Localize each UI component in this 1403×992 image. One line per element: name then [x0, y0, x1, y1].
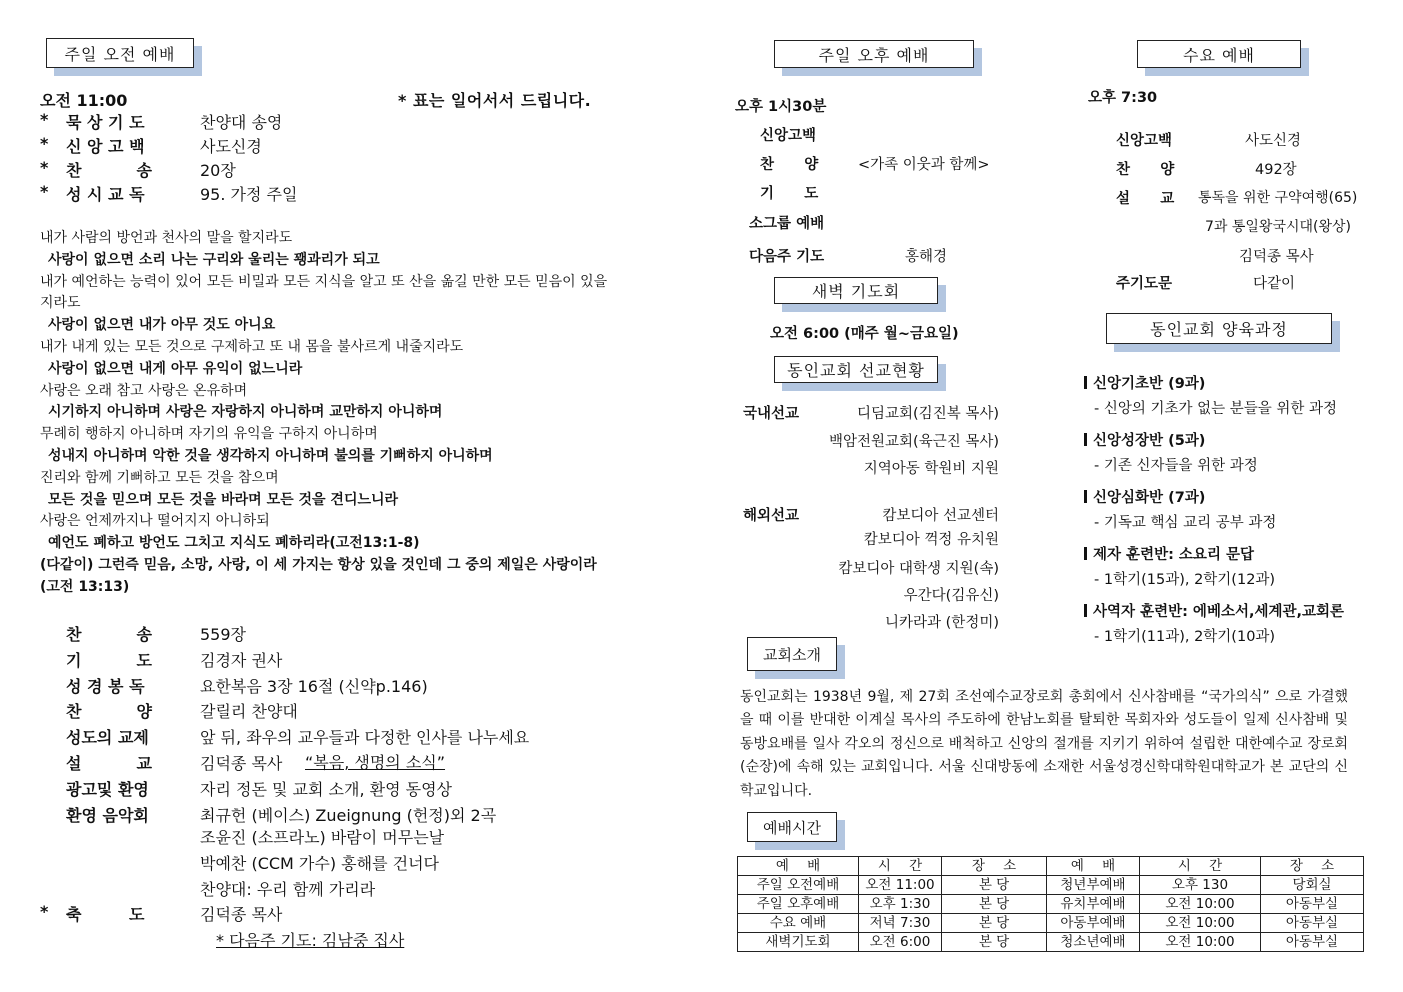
- training-item-title: [1084, 486, 1205, 507]
- schedule-cell: 본 당: [942, 914, 1047, 933]
- label-char: 양: [136, 702, 152, 722]
- schedule-header-row: [738, 857, 1364, 876]
- schedule-row: [738, 914, 1364, 933]
- order-label: 신 앙 고 백: [66, 137, 145, 156]
- concert-item-4: 찬양대: 우리 함께 가리라: [200, 880, 376, 899]
- wednesday-row-praise: 찬 양: [1116, 162, 1175, 178]
- benediction-label-text: 축 도: [66, 905, 145, 924]
- reading-lead: 사랑은 오래 참고 사랑은 온유하며: [40, 382, 248, 399]
- schedule-cell: 주일 오후예배: [738, 895, 859, 914]
- training-item-title: [1084, 543, 1254, 564]
- schedule-cell: 청년부예배: [1047, 876, 1140, 895]
- order-value: 최규헌 (베이스) Zueignung (헌정)외 2곡: [200, 805, 497, 825]
- benediction-star: *: [40, 902, 49, 921]
- schedule-header-cell: 예 배: [738, 857, 859, 876]
- wednesday-sermon-value: 통독을 위한 구약여행(65): [1198, 190, 1358, 206]
- schedule-row: [738, 933, 1364, 952]
- afternoon-row-smallgroup: 소그룹 예배: [749, 216, 825, 232]
- bullet-bar-icon: [1084, 547, 1087, 560]
- overseas-mission-5: 니카라과 (한정미): [885, 615, 999, 631]
- order-value: 갈릴리 찬양대: [200, 702, 298, 722]
- wednesday-preacher: 김덕종 목사: [1239, 249, 1314, 265]
- training-item-desc: - 기존 신자들을 위한 과정: [1094, 458, 1258, 474]
- reading-response: 사랑이 없으면 내가 아무 것도 아니요: [48, 317, 276, 334]
- mission-heading: [774, 356, 938, 383]
- order-label: [66, 648, 152, 671]
- schedule-heading-text: 예배시간: [747, 812, 837, 842]
- domestic-mission-label: 국내선교: [743, 406, 800, 422]
- schedule-heading: [747, 812, 837, 842]
- reading-response: (다같이) 그런즉 믿음, 소망, 사랑, 이 세 가지는 항상 있을 것인데 그 중의 제일은 사랑이라(고전 13:13): [40, 556, 597, 595]
- training-item-title-text: 사역자 훈련반: 에베소서,세계관,교회론: [1093, 604, 1345, 620]
- reading-response: 사랑이 없으면 내게 아무 유익이 없느니라: [48, 360, 303, 377]
- order-label: [66, 699, 152, 722]
- wednesday-service-heading-text: 수요 예배: [1137, 40, 1301, 68]
- benediction-label: [66, 902, 152, 925]
- reading-response: 사랑이 없으면 소리 나는 구리와 울리는 꽹과리가 되고: [48, 251, 380, 268]
- afternoon-praise-value: <가족 이웃과 함께>: [858, 157, 990, 173]
- afternoon-time: 오후 1시30분: [735, 99, 827, 115]
- order-label: 성도의 교제: [66, 728, 149, 748]
- reading-response: 시기하지 아니하며 사랑은 자랑하지 아니하며 교만하지 아니하며: [48, 404, 443, 421]
- schedule-row: [738, 895, 1364, 914]
- reading-lead: 내가 예언하는 능력이 있어 모든 비밀과 모든 지식을 알고 또 산을 옮길 만한 모든 믿음이 있을지라도: [40, 273, 608, 312]
- training-item-title: [1084, 372, 1205, 393]
- schedule-cell: 저녁 7:30: [859, 914, 942, 933]
- concert-item-2: 조윤진 (소프라노) 바람이 머무는날: [200, 828, 445, 847]
- domestic-mission-1: 디딤교회(김진복 목사): [857, 406, 999, 422]
- order-value: 559장: [200, 625, 246, 644]
- schedule-cell: 본 당: [942, 876, 1047, 895]
- afternoon-row-nextprayer: 다음주 기도: [749, 249, 825, 265]
- order-value: 찬양대 송영: [200, 113, 283, 132]
- schedule-cell: 오전 10:00: [1140, 895, 1261, 914]
- overseas-mission-label: 해외선교: [743, 508, 800, 524]
- wednesday-time: 오후 7:30: [1088, 90, 1158, 106]
- reading-lead: 내가 내게 있는 모든 것으로 구제하고 또 내 몸을 불사르게 내줄지라도: [40, 338, 464, 355]
- schedule-header-cell: 시 간: [1140, 857, 1261, 876]
- dawn-prayer-heading-text: 새벽 기도회: [774, 277, 938, 304]
- order-star: *: [40, 182, 49, 201]
- overseas-mission-1: 캄보디아 선교센터: [882, 508, 999, 524]
- label-char: 설: [66, 754, 82, 773]
- schedule-cell: 주일 오전예배: [738, 876, 859, 895]
- order-label: [66, 158, 152, 181]
- schedule-cell: 오전 10:00: [1140, 933, 1261, 952]
- schedule-cell: 수요 예배: [738, 914, 859, 933]
- reading-lead: 내가 사람의 방언과 천사의 말을 할지라도: [40, 230, 293, 246]
- label-char: 송: [136, 625, 152, 644]
- afternoon-service-heading: [774, 40, 974, 68]
- label-char: 찬: [66, 625, 82, 644]
- overseas-mission-2: 캄보디아 꺽정 유치원: [863, 532, 999, 548]
- order-value: 김경자 권사: [200, 650, 283, 670]
- concert-item-3: 박예찬 (CCM 가수) 홍해를 건너다: [200, 854, 439, 873]
- order-label: 성 경 봉 독: [66, 676, 145, 696]
- benediction-value: 김덕종 목사: [200, 905, 283, 924]
- schedule-cell: 아동부실: [1261, 933, 1364, 952]
- schedule-cell: 유치부예배: [1047, 895, 1140, 914]
- training-item-desc: - 신앙의 기초가 없는 분들을 위한 과정: [1094, 401, 1337, 417]
- order-value: 앞 뒤, 좌우의 교우들과 다정한 인사를 나누세요: [200, 728, 530, 748]
- reading-response: 성내지 아니하며 악한 것을 생각하지 아니하며 불의를 기뻐하지 아니하며: [48, 447, 493, 464]
- label-char: 도: [136, 650, 152, 670]
- label-char: 기: [66, 650, 82, 670]
- reading-response: 예언도 폐하고 방언도 그치고 지식도 폐하리라(고전13:1-8): [48, 535, 420, 552]
- wednesday-lordsprayer-value: 다같이: [1253, 276, 1296, 292]
- training-heading: [1106, 313, 1332, 344]
- bullet-bar-icon: [1084, 433, 1087, 446]
- schedule-table: [737, 856, 1364, 952]
- training-item-title-text: 제자 훈련반: 소요리 문답: [1093, 547, 1255, 563]
- order-label: 환영 음악회: [66, 805, 149, 825]
- schedule-cell: 아동부실: [1261, 895, 1364, 914]
- order-label: [66, 751, 152, 774]
- order-value: 95. 가정 주일: [200, 185, 298, 204]
- reading-response: 모든 것을 믿으며 모든 것을 바라며 모든 것을 견디느니라: [48, 491, 399, 508]
- bullet-bar-icon: [1084, 376, 1087, 389]
- training-item-title: [1084, 600, 1344, 621]
- order-value: 20장: [200, 161, 236, 180]
- domestic-mission-2: 백암전원교회(육근진 목사): [829, 434, 999, 450]
- training-item-title-text: 신앙심화반 (7과): [1093, 490, 1206, 506]
- training-item-desc: - 1학기(15과), 2학기(12과): [1094, 572, 1276, 588]
- scripture-reading: [40, 228, 610, 599]
- schedule-cell: 오후 1:30: [859, 895, 942, 914]
- order-value: 요한복음 3장 16절 (신약p.146): [200, 676, 428, 696]
- label-char: 교: [136, 754, 152, 773]
- order-label: [66, 622, 152, 645]
- order-value: 자리 정돈 및 교회 소개, 환영 동영상: [200, 779, 452, 799]
- schedule-cell: 오전 10:00: [1140, 914, 1261, 933]
- schedule-cell: 본 당: [942, 933, 1047, 952]
- intro-heading: [747, 637, 837, 671]
- schedule-cell: 당회실: [1261, 876, 1364, 895]
- mission-heading-text: 동인교회 선교현황: [774, 356, 938, 383]
- schedule-cell: 새벽기도회: [738, 933, 859, 952]
- afternoon-service-heading-text: 주일 오후 예배: [774, 40, 974, 68]
- schedule-header-cell: 장 소: [1261, 857, 1364, 876]
- morning-service-heading-text: 주일 오전 예배: [46, 38, 194, 68]
- wednesday-praise-value: 492장: [1255, 162, 1297, 178]
- next-prayer: * 다음주 기도: 김남중 집사: [216, 931, 405, 950]
- schedule-cell: 본 당: [942, 895, 1047, 914]
- label-char: 송: [136, 161, 152, 180]
- label-char: 찬: [66, 702, 82, 722]
- training-item-desc: - 1학기(11과), 2학기(10과): [1094, 629, 1276, 645]
- order-value: 김덕종 목사: [200, 754, 283, 773]
- schedule-header-cell: 장 소: [942, 857, 1047, 876]
- order-label: 묵 상 기 도: [66, 113, 145, 132]
- schedule-cell: 아동부실: [1261, 914, 1364, 933]
- schedule-cell: 오전 6:00: [859, 933, 942, 952]
- wednesday-confession-value: 사도신경: [1245, 133, 1302, 149]
- sermon-title: “복음, 생명의 소식”: [305, 753, 446, 772]
- training-item-desc: - 기독교 핵심 교리 공부 과정: [1094, 515, 1277, 531]
- wednesday-row-lordsprayer: 주기도문: [1116, 276, 1173, 292]
- wednesday-service-heading: [1137, 40, 1301, 68]
- order-label: 광고및 환영: [66, 779, 149, 799]
- schedule-header-cell: 예 배: [1047, 857, 1140, 876]
- afternoon-nextprayer-value: 홍해경: [905, 249, 948, 265]
- training-item-title-text: 신앙성장반 (5과): [1093, 433, 1206, 449]
- intro-heading-text: 교회소개: [747, 637, 837, 671]
- reading-lead: 무례히 행하지 아니하며 자기의 유익을 구하지 아니하며: [40, 426, 378, 443]
- schedule-row: [738, 876, 1364, 895]
- training-item-title-text: 신앙기초반 (9과): [1093, 376, 1206, 392]
- morning-service-time: 오전 11:00: [40, 91, 128, 110]
- schedule-cell: 아동부예배: [1047, 914, 1140, 933]
- order-label: 성 시 교 독: [66, 185, 145, 204]
- dawn-prayer-heading: [774, 277, 938, 304]
- order-star: *: [40, 134, 49, 153]
- afternoon-row-praise: 찬 양: [760, 157, 819, 173]
- schedule-header-cell: 시 간: [859, 857, 942, 876]
- training-item-title: [1084, 429, 1205, 450]
- morning-service-heading: [46, 38, 194, 68]
- afternoon-row-confession: 신앙고백: [760, 128, 817, 144]
- wednesday-row-confession: 신앙고백: [1116, 133, 1173, 149]
- wednesday-sermon-chapter: 7과 통일왕국시대(왕상): [1205, 219, 1351, 235]
- training-heading-text: 동인교회 양육과정: [1106, 313, 1332, 344]
- order-star: *: [40, 110, 49, 129]
- domestic-mission-3: 지역아동 학원비 지원: [863, 461, 999, 477]
- order-value: 사도신경: [200, 137, 262, 156]
- reading-lead: 사랑은 언제까지나 떨어지지 아니하되: [40, 513, 270, 530]
- bullet-bar-icon: [1084, 490, 1087, 503]
- intro-text: 동인교회는 1938년 9월, 제 27회 조선예수교장로회 총회에서 신사참배를 “국가의식” 으로 가결했을 때 이를 반대한 이계실 목사의 주도하에 한남노회를 탈퇴한 목회자와 성도들이 일제 신사참배 및 동방요배를 일사 각오의 정신으로 배척하고 신앙의 절개를 지키기 위하여 설립한 대한예수교 장로회(순장)에 속해 있는 교회입니다. 서울 신대방동에 소재한 서울성경신학대학원대학교가 본 교단의 신학교입니다.: [740, 689, 1348, 799]
- schedule-cell: 청소년예배: [1047, 933, 1140, 952]
- dawn-prayer-time: 오전 6:00 (매주 월~금요일): [770, 326, 959, 342]
- afternoon-row-prayer: 기 도: [760, 186, 819, 202]
- schedule-cell: 오후 130: [1140, 876, 1261, 895]
- order-star: *: [40, 158, 49, 177]
- overseas-mission-3: 캄보디아 대학생 지원(속): [838, 561, 999, 577]
- overseas-mission-4: 우간다(김유신): [903, 588, 999, 604]
- standing-note: * 표는 일어서서 드립니다.: [398, 91, 592, 110]
- reading-lead: 진리와 함께 기뻐하고 모든 것을 참으며: [40, 469, 279, 486]
- wednesday-row-sermon: 설 교: [1116, 191, 1175, 207]
- schedule-cell: 오전 11:00: [859, 876, 942, 895]
- bullet-bar-icon: [1084, 604, 1087, 617]
- label-char: 찬: [66, 161, 82, 180]
